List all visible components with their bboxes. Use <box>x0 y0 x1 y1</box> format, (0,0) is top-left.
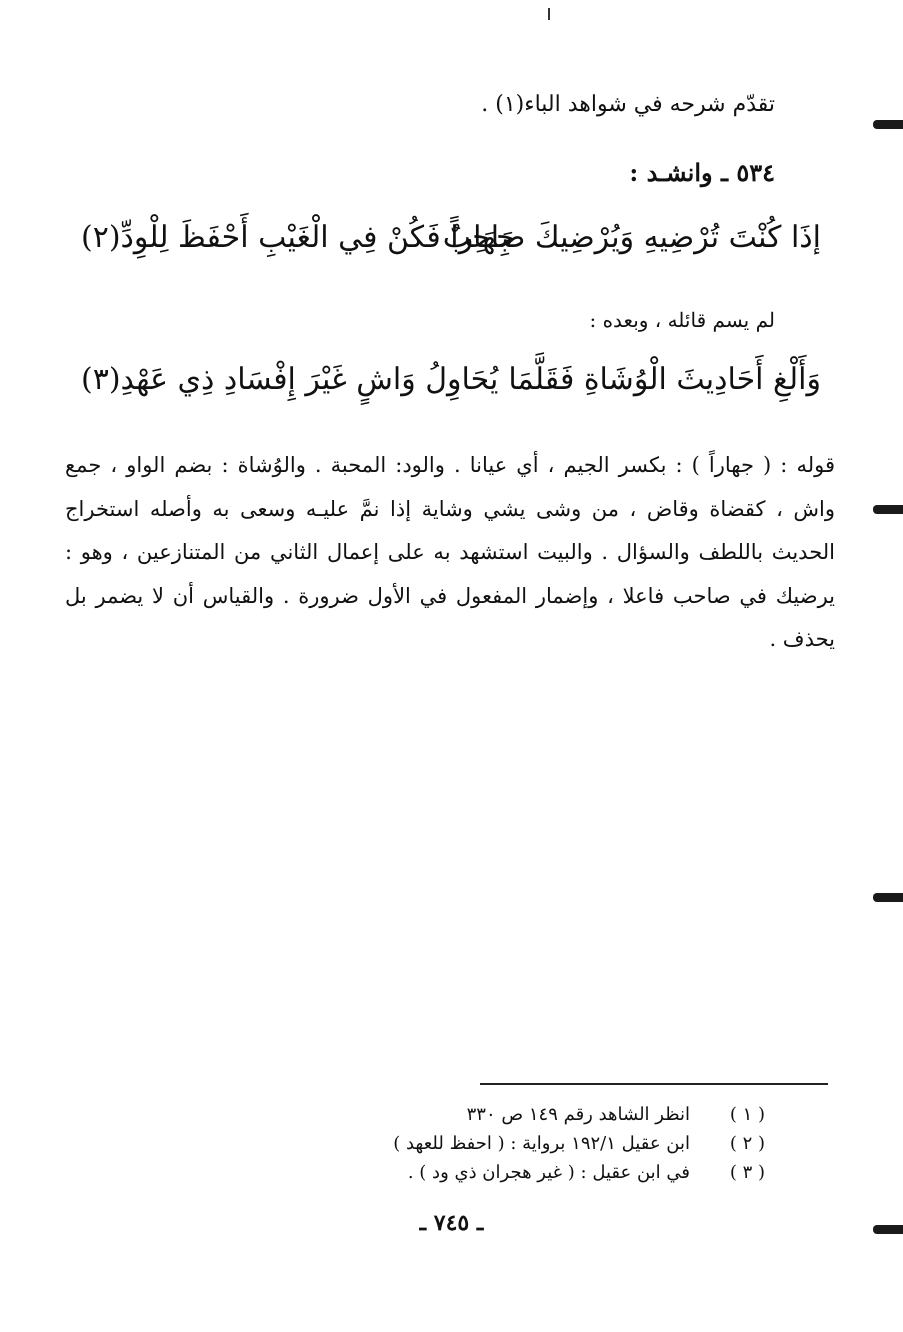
footnote-item <box>245 1129 765 1158</box>
footnote-divider <box>480 1083 828 1085</box>
footnote-text: ابن عقيل ١٩٢/١ برواية : ( احفظ للعهد ) <box>393 1133 690 1154</box>
footnote-text: في ابن عقيل : ( غير هجران ذي ود ) . <box>407 1162 690 1183</box>
footnote-item <box>245 1158 765 1187</box>
footnote-item <box>245 1100 765 1129</box>
commentary-text: قوله : ( جهاراً ) : بكسر الجيم ، أي عيانا . والود: المحبة . والوُشاة : بضم الواو ، جمع واش ، كقضاة وقاض ، من وشى يشي وشاية إذا نمَّ عليـه وسعى به وأصله استخراج الحديث باللطف والسؤال . والبيت استشهد به على إعمال الثاني من المتنازعين ، وهو : يرضيك في صاحب فاعلا ، وإضمار المفعول في الأول ضرورة . والقياس أن لا يضمر بل يحذف . <box>65 453 835 651</box>
attribution-note: لم يسم قائله ، وبعده : <box>589 308 775 332</box>
footnote-number: ( ١ ) <box>729 1104 765 1125</box>
footnotes <box>245 1100 765 1187</box>
scan-speck <box>548 8 550 20</box>
verse-heading: ٥٣٤ ـ وانشـد : <box>629 158 775 187</box>
scan-edge-mark <box>873 893 903 902</box>
scan-edge-mark <box>873 505 903 514</box>
commentary-paragraph <box>65 444 835 662</box>
verse-1-first-hemistich: إذَا كُنْتَ تُرْضِيهِ وَيُرْضِيكَ صَاحِبٌ <box>442 220 821 255</box>
footnote-text: انظر الشاهد رقم ١٤٩ ص ٣٣٠ <box>466 1104 690 1125</box>
verse-2-first-hemistich: وَأَلْغِ أَحَادِيثَ الْوُشَاةِ فَقَلَّمَا <box>508 362 821 397</box>
verse-1 <box>81 220 821 276</box>
scan-edge-mark <box>873 120 903 129</box>
scan-edge-mark <box>873 1225 903 1234</box>
verse-2 <box>81 362 821 418</box>
verse-2-second-hemistich: يُحَاوِلُ وَاشٍ غَيْرَ إِفْسَادِ ذِي عَهْدِ(٣) <box>81 362 499 397</box>
page-number: ـ ٧٤٥ ـ <box>419 1210 484 1236</box>
verse-1-second-hemistich: جِهَاراً فَكُنْ فِي الْغَيْبِ أَحْفَظَ لِلْوِدِّ(٢) <box>81 220 515 255</box>
intro-line: تقدّم شرحه في شواهد الباء(١) . <box>481 92 775 117</box>
footnote-number: ( ٣ ) <box>729 1162 765 1183</box>
footnote-number: ( ٢ ) <box>729 1133 765 1154</box>
